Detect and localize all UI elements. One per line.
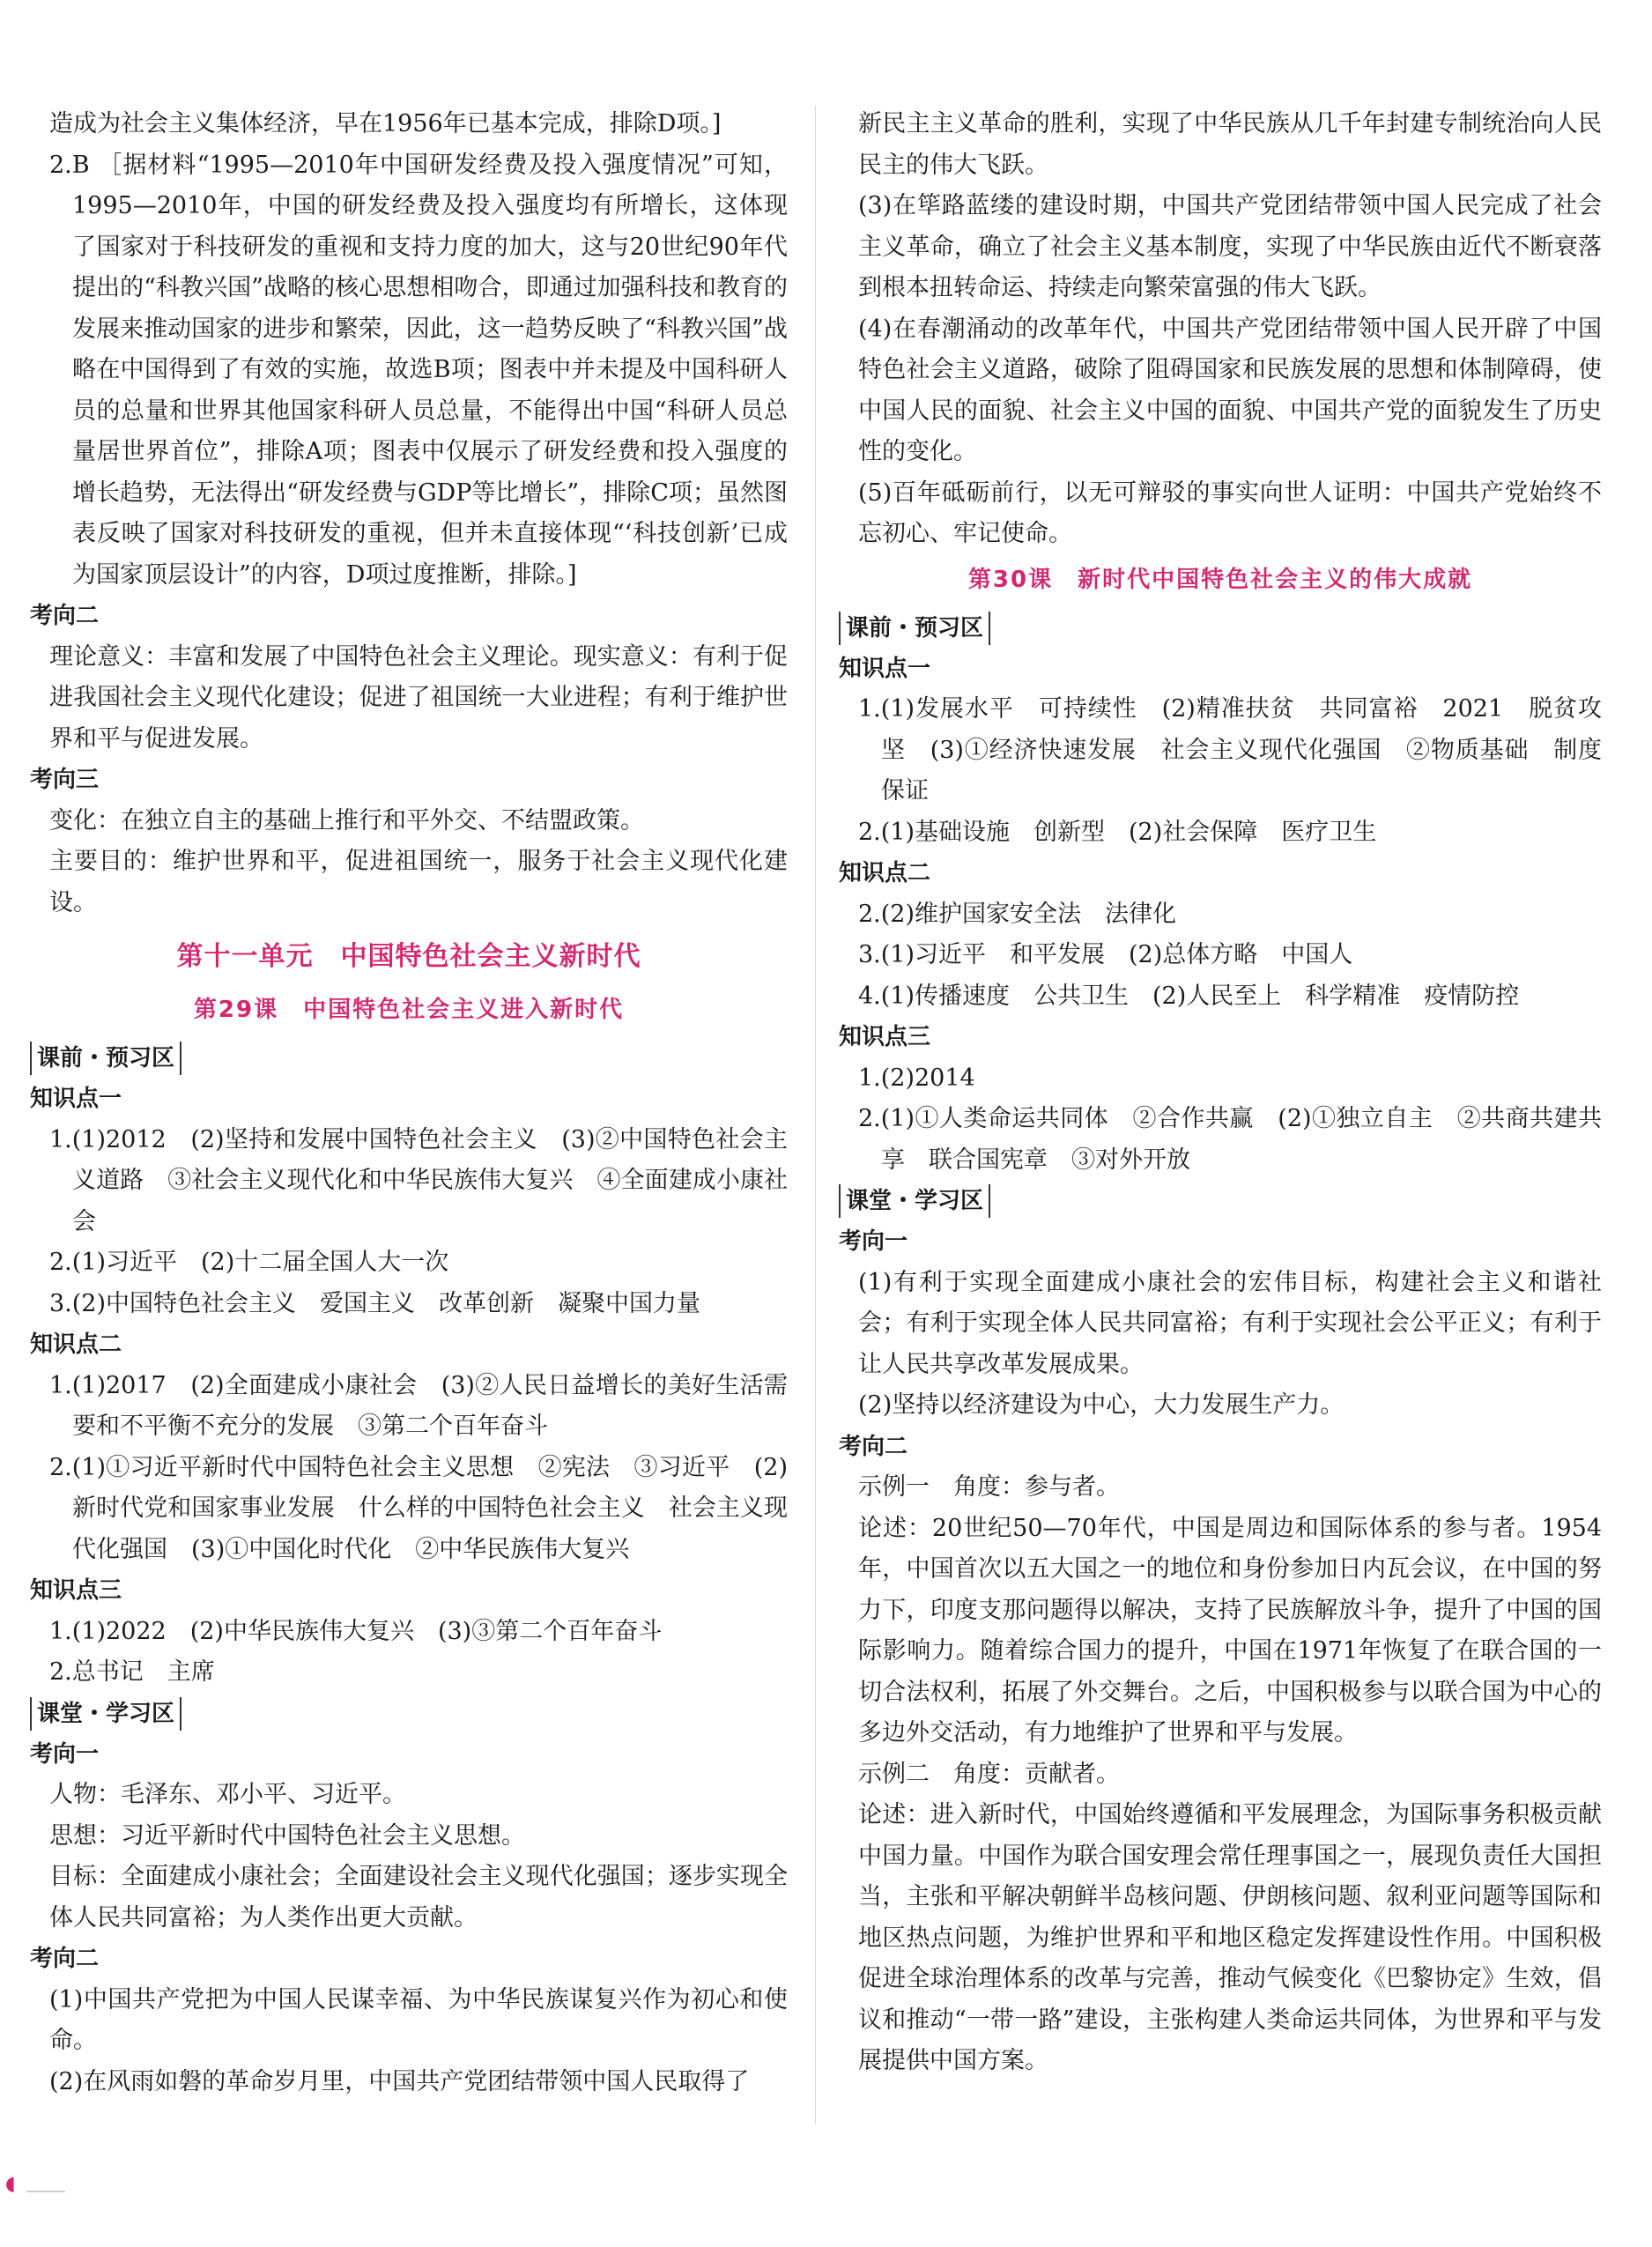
right-column [839,104,1602,2082]
kp2-item-4: 4.(1)传播速度 公共卫生 (2)人民至上 科学精准 疫情防控 [858,982,1520,1010]
kp2-item-3: 3.(1)习近平 和平发展 (2)总体方略 中国人 [858,941,1353,968]
direction-2-heading: 考向二 [839,1433,908,1460]
direction-1-heading: 考向一 [30,1740,100,1768]
in-class-section-label: 课堂・学习区 [30,1697,181,1731]
direction-3-purpose: 主要目的：维护世界和平，促进祖国统一，服务于社会主义现代化建设。 [49,848,788,916]
direction-2b-item-2: (2)在风雨如磐的革命岁月里，中国共产党团结带领中国人民取得了 [49,2067,750,2095]
kp2-item-2: 2.(2)维护国家安全法 法律化 [858,900,1177,928]
direction-1-item-1: (1)有利于实现全面建成小康社会的宏伟目标，构建社会主义和谐社会；有利于实现全体人民共同富裕；有利于实现社会公平正义；有利于让人民共享改革发展成果。 [858,1268,1602,1378]
kp1-item-1: 1.(1)2012 (2)坚持和发展中国特色社会主义 (3)②中国特色社会主义道路 ③社会主义现代化和中华民族伟大复兴 ④全面建成小康社会 [49,1125,788,1235]
direction-2b-heading: 考向二 [30,1946,100,1972]
kp3-item-1: 1.(1)2022 (2)中华民族伟大复兴 (3)③第二个百年奋斗 [49,1617,663,1645]
knowledge-point-2-heading: 知识点二 [839,860,931,886]
direction-2-heading: 考向二 [30,603,100,629]
direction-1-goal: 目标：全面建成小康社会；全面建设社会主义现代化强国；逐步实现全体人民共同富裕；为人类作出更大贡献。 [49,1863,788,1932]
item-3: (3)在筚路蓝缕的建设时期，中国共产党团结带领中国人民完成了社会主义革命，确立了社会主义基本制度，实现了中华民族由近代不断衰落到根本扭转命运、持续走向繁荣富强的伟大飞跃。 [858,192,1602,301]
item-4: (4)在春潮涌动的改革年代，中国共产党团结带领中国人民开辟了中国特色社会主义道路，破除了阻碍国家和民族发展的思想和体制障碍，使中国人民的面貌、社会主义中国的面貌、中国共产党的面貌发生了历史性的变化。 [858,315,1602,465]
kp1-item-2: 2.(1)基础设施 创新型 (2)社会保障 医疗卫生 [858,818,1377,846]
knowledge-point-2-heading: 知识点二 [30,1331,122,1358]
item-5: (5)百年砥砺前行，以无可辩驳的事实向世人证明：中国共产党始终不忘初心、牢记使命。 [858,478,1602,547]
in-class-section-label: 课堂・学习区 [839,1184,990,1218]
left-column [30,104,788,2102]
answer-1-continuation: 造成为社会主义集体经济，早在1956年已基本完成，排除D项。] [49,110,722,137]
direction-3-change: 变化：在独立自主的基础上推行和平外交、不结盟政策。 [49,806,644,834]
direction-3-heading: 考向三 [30,767,100,793]
column-divider [815,106,816,2124]
example-2-title: 示例二 角度：贡献者。 [858,1760,1120,1788]
unit-title: 第十一单元 中国特色社会主义新时代 [176,941,641,972]
knowledge-point-1-heading: 知识点一 [30,1086,122,1112]
direction-1-heading: 考向一 [839,1228,908,1255]
direction-1-people: 人物：毛泽东、邓小平、习近平。 [49,1781,406,1808]
kp1-item-3: 3.(2)中国特色社会主义 爱国主义 改革创新 凝聚中国力量 [49,1289,701,1317]
knowledge-point-1-heading: 知识点一 [839,655,931,682]
direction-2-text: 理论意义：丰富和发展了中国特色社会主义理论。现实意义：有利于促进我国社会主义现代化建设；促进了祖国统一大业进程；有利于维护世界和平与促进发展。 [49,642,788,753]
kp3-item-2: 2.(1)①人类命运共同体 ②合作共赢 (2)①独立自主 ②共商共建共享 联合国宪章 ③对外开放 [858,1105,1602,1174]
pre-class-section-label: 课前・预习区 [30,1042,181,1075]
direction-1-item-2: (2)坚持以经济建设为中心，大力发展生产力。 [858,1391,1345,1419]
lesson-29-title: 第29课 中国特色社会主义进入新时代 [193,997,625,1023]
page-corner-mark-icon: ◖ [5,2173,16,2195]
answer-2: 2.B ［据材料“1995—2010年中国研发经费及投入强度情况”可知，1995—2010年，中国的研发经费及投入强度均有所增长，这体现了国家对于科技研发的重视和支持力度的加大，这与20世纪90年代提出的“科教兴国”战略的核心思想相吻合，即通过加强科技和教育的发展来推动国家的进步和繁荣，因此，这一趋势反映了“科教兴国”战略在中国得到了有效的实施，故选B项；图表中并未提及中国科研人员的总量和世界其他国家科研人员总量，不能得出中国“科研人员总量居世界首位”，排除A项；图表中仅展示了研发经费和投入强度的增长趋势，无法得出“研发经费与GDP等比增长”，排除C项；虽然图表反映了国家对科技研发的重视，但并未直接体现“‘科技创新’已成为国家顶层设计”的内容，D项过度推断，排除。] [49,151,788,589]
pre-class-section-label: 课前・预习区 [839,612,990,645]
kp1-item-1: 1.(1)发展水平 可持续性 (2)精准扶贫 共同富裕 2021 脱贫攻坚 (3)①经济快速发展 社会主义现代化强国 ②物质基础 制度保证 [858,695,1602,805]
direction-2b-item-1: (1)中国共产党把为中国人民谋幸福、为中华民族谋复兴作为初心和使命。 [49,1985,788,2054]
example-1-text: 论述：20世纪50—70年代，中国是周边和国际体系的参与者。1954年，中国首次以五大国之一的地位和身份参加日内瓦会议，在中国的努力下，印度支那问题得以解决，支持了民族解放斗争，提升了中国的国际影响力。随着综合国力的提升，中国在1971年恢复了在联合国的一切合法权利，拓展了外交舞台。之后，中国积极参与以联合国为中心的多边外交活动，有力地维护了世界和平与发展。 [858,1514,1602,1746]
direction-1-thought: 思想：习近平新时代中国特色社会主义思想。 [49,1821,525,1850]
footer-rule [26,2191,65,2192]
lesson-30-title: 第30课 新时代中国特色社会主义的伟大成就 [967,566,1473,593]
knowledge-point-3-heading: 知识点三 [30,1577,122,1604]
kp3-item-1: 1.(2)2014 [858,1064,975,1092]
knowledge-point-3-heading: 知识点三 [839,1024,931,1050]
kp1-item-2: 2.(1)习近平 (2)十二届全国人大一次 [49,1249,449,1276]
example-2-text: 论述：进入新时代，中国始终遵循和平发展理念，为国际事务积极贡献中国力量。中国作为联合国安理会常任理事国之一，展现负责任大国担当，主张和平解决朝鲜半岛核问题、伊朗核问题、叙利亚问题等国际和地区热点问题，为维护世界和平和地区稳定发挥建设性作用。中国积极促进全球治理体系的改革与完善，推动气候变化《巴黎协定》生效，倡议和推动“一带一路”建设，主张构建人类命运共同体，为世界和平与发展提供中国方案。 [858,1801,1602,2074]
kp3-item-2: 2.总书记 主席 [49,1658,215,1686]
kp2-item-2: 2.(1)①习近平新时代中国特色社会主义思想 ②宪法 ③习近平 (2)新时代党和国家事业发展 什么样的中国特色社会主义 社会主义现代化强国 (3)①中国化时代化 ②中华民族伟大复兴 [49,1453,788,1563]
continuation-text: 新民主主义革命的胜利，实现了中华民族从几千年封建专制统治向人民民主的伟大飞跃。 [858,110,1602,179]
kp2-item-1: 1.(1)2017 (2)全面建成小康社会 (3)②人民日益增长的美好生活需要和不平衡不充分的发展 ③第二个百年奋斗 [49,1371,788,1440]
example-1-title: 示例一 角度：参与者。 [858,1473,1120,1501]
